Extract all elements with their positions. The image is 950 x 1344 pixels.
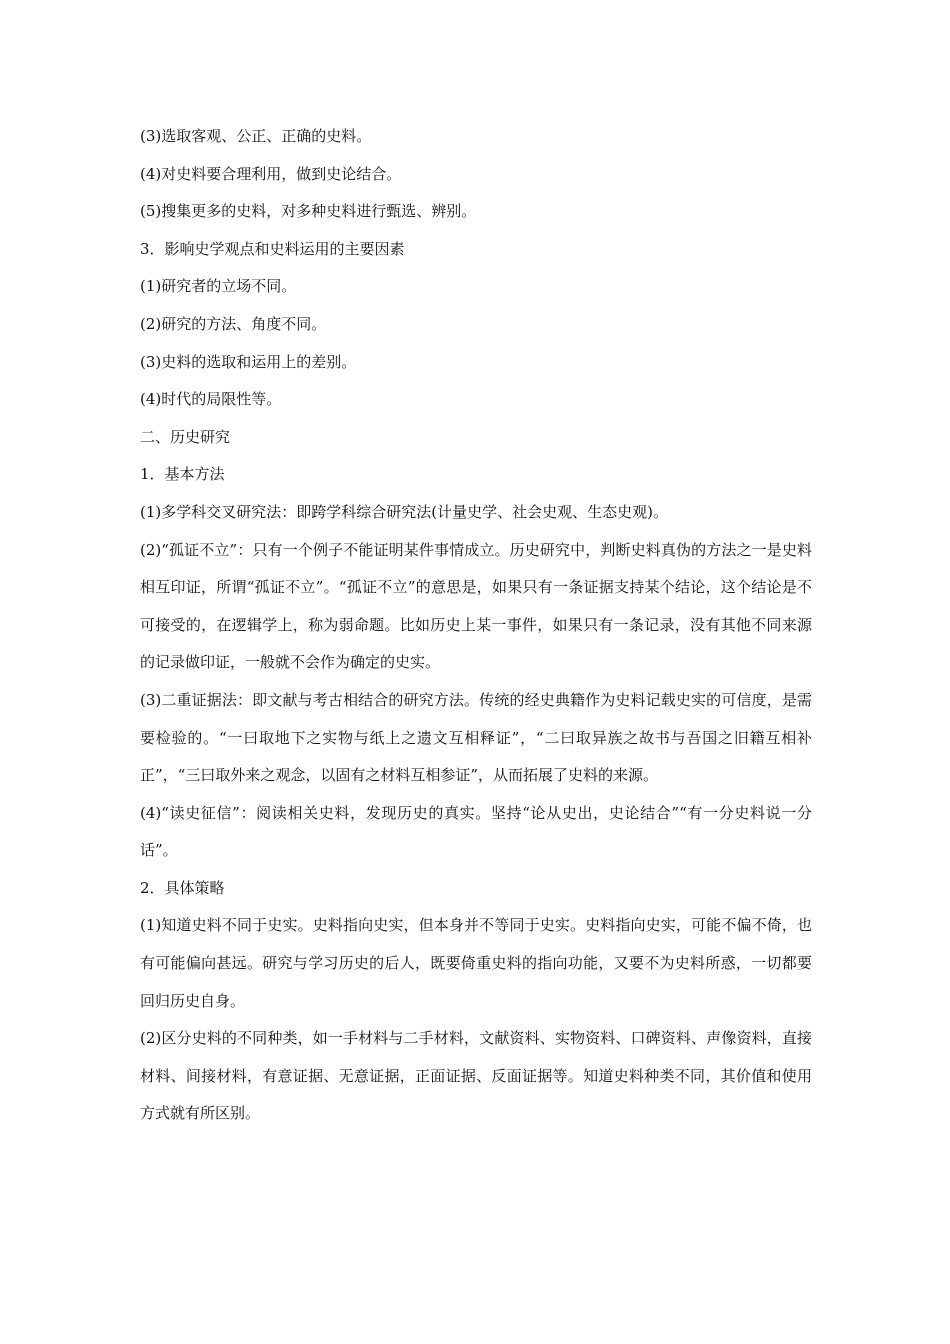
document-page: [140, 118, 812, 1133]
section-heading: 1．基本方法: [140, 465, 225, 484]
list-item: (3)选取客观、公正、正确的史料。: [140, 127, 372, 145]
list-item: (4)对史料要合理利用，做到史论结合。: [140, 164, 402, 183]
list-item: (3)二重证据法：即文献与考古相结合的研究方法。传统的经史典籍作为史料记载史实的可信度，是需要检验的。“一曰取地下之实物与纸上之遗文互相释证”，“二曰取异族之故书与吾国之旧籍互相补正”，“三曰取外来之观念，以固有之材料互相参证”，从而拓展了史料的来源。: [140, 690, 812, 785]
section-heading: 2．具体策略: [140, 878, 225, 897]
list-item: (1)研究者的立场不同。: [140, 277, 297, 296]
section-heading: 3．影响史学观点和史料运用的主要因素: [140, 239, 405, 258]
list-item: (5)搜集更多的史料，对多种史料进行甄选、辨别。: [140, 202, 477, 221]
list-item: (2)区分史料的不同种类，如一手材料与二手材料，文献资料、实物资料、口碑资料、声像资料，直接材料、间接材料，有意证据、无意证据，正面证据、反面证据等。知道史料种类不同，其价值和使用方式就有所区别。: [140, 1029, 812, 1123]
list-item: (3)史料的选取和运用上的差别。: [140, 352, 357, 371]
list-item: (4)时代的局限性等。: [140, 390, 282, 409]
list-item: (2)“孤证不立”：只有一个例子不能证明某件事情成立。历史研究中，判断史料真伪的方法之一是史料相互印证，所谓“孤证不立”。“孤证不立”的意思是，如果只有一条证据支持某个结论，这个结论是不可接受的，在逻辑学上，称为弱命题。比如历史上某一事件，如果只有一条记录，没有其他不同来源的记录做印证，一般就不会作为确定的史实。: [140, 540, 812, 672]
list-item: (2)研究的方法、角度不同。: [140, 314, 327, 333]
list-item: (1)多学科交叉研究法：即跨学科综合研究法(计量史学、社会史观、生态史观)。: [140, 502, 668, 521]
list-item: (4)“读史征信”：阅读相关史料，发现历史的真实。坚持“论从史出，史论结合”“有一分史料说一分话”。: [140, 803, 812, 860]
list-item: (1)知道史料不同于史实。史料指向史实，但本身并不等同于史实。史料指向史实，可能不偏不倚，也有可能偏向甚远。研究与学习历史的后人，既要倚重史料的指向功能，又要不为史料所惑，一切都要回归历史自身。: [140, 916, 812, 1010]
chapter-heading: 二、历史研究: [140, 427, 231, 446]
